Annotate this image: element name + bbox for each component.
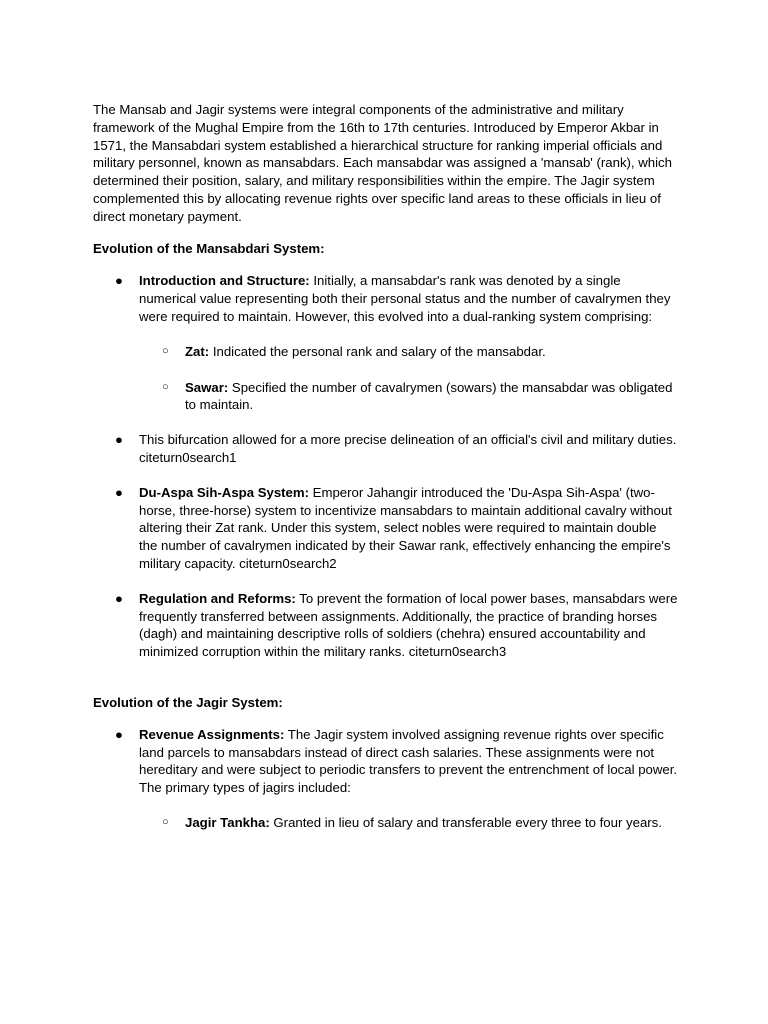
item-body: To prevent the formation of local power bases, mansabdars were frequently transferred between assignments. Additionally, the practice of branding horses (dagh) and maintaining descriptive rolls of soldiers (chehra) ensured accountability and minimized corruption within the military ranks. citeturn0search3 — [139, 590, 678, 660]
list-item-regulation — [115, 590, 678, 661]
item-body: Initially, a mansabdar's rank was denoted by a single numerical value representing both their personal status and the number of cavalrymen they were required to maintain. However, this evolved into a dual-ranking system comprising: — [139, 273, 671, 324]
section-heading-mansabdari: Evolution of the Mansabdari System: — [93, 240, 325, 256]
item-label: Jagir Tankha: — [185, 814, 270, 830]
list-item-du-aspa — [115, 484, 678, 573]
item-label: Sawar: — [185, 379, 229, 395]
sub-bullet-marker: ○ — [162, 815, 169, 828]
item-label: Revenue Assignments: — [139, 726, 285, 742]
sub-item-zat — [162, 343, 678, 361]
item-body: Emperor Jahangir introduced the 'Du-Aspa Sih-Aspa' (two-horse, three-horse) system to incentivize mansabdars to maintain additional cavalry without altering their Zat rank. Under this system, select nobles were required to maintain double the number of cavalrymen indicated by their Sawar rank, effectively enhancing the empire's military capacity. citeturn0search2 — [139, 484, 672, 571]
intro-paragraph: The Mansab and Jagir systems were integral components of the administrative and military framework of the Mughal Empire from the 16th to 17th centuries. Introduced by Emperor Akbar in 1571, the Mansabdari system established a hierarchical structure for ranking imperial officials and military personnel, known as mansabdars. Each mansabdar was assigned a 'mansab' (rank), which determined their position, salary, and military responsibilities within the empire. The Jagir system complemented this by allocating revenue rights over specific land areas to these officials in lieu of direct monetary payment. — [93, 102, 672, 224]
item-body: Indicated the personal rank and salary of the mansabdar. — [209, 343, 546, 359]
item-label: Introduction and Structure: — [139, 273, 310, 289]
bullet-marker: ● — [115, 432, 123, 448]
item-body: This bifurcation allowed for a more precise delineation of an official's civil and military duties. citeturn0search1 — [139, 432, 677, 465]
bullet-marker: ● — [115, 273, 123, 289]
item-body: Specified the number of cavalrymen (sowars) the mansabdar was obligated to maintain. — [185, 379, 673, 413]
bullet-marker: ● — [115, 484, 123, 500]
bullet-marker: ● — [115, 590, 123, 606]
sub-bullet-marker: ○ — [162, 380, 169, 393]
sub-bullet-marker: ○ — [162, 344, 169, 357]
item-body: The Jagir system involved assigning revenue rights over specific land parcels to mansabdars instead of direct cash salaries. These assignments were not hereditary and were subject to periodic transfers to prevent the entrenchment of local power. The primary types of jagirs included: — [139, 726, 678, 796]
sub-item-sawar — [162, 379, 678, 415]
list-item-revenue-assignments — [115, 726, 678, 797]
list-item-bifurcation — [115, 431, 678, 467]
item-label: Zat: — [185, 343, 210, 359]
item-body: Granted in lieu of salary and transferable every three to four years. — [269, 814, 662, 830]
item-label: Du-Aspa Sih-Aspa System: — [139, 484, 310, 500]
bullet-marker: ● — [115, 726, 123, 742]
item-label: Regulation and Reforms: — [139, 590, 296, 606]
list-item-introduction-structure — [115, 272, 678, 325]
sub-item-jagir-tankha — [162, 814, 678, 832]
section-heading-jagir: Evolution of the Jagir System: — [93, 694, 283, 710]
